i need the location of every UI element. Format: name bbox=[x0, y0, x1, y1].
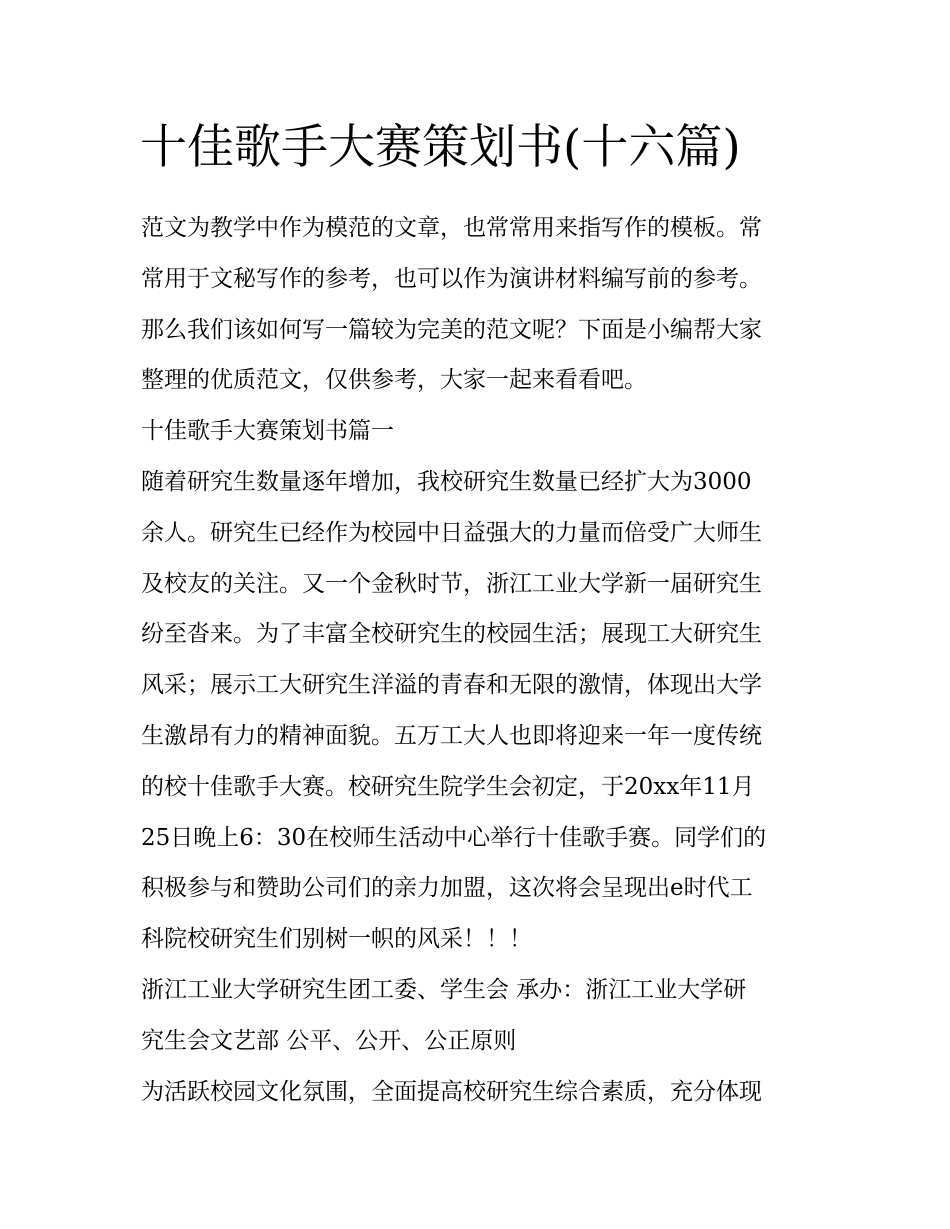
text-line: 常用于文秘写作的参考，也可以作为演讲材料编写前的参考。 bbox=[141, 265, 762, 292]
text-line: 那么我们该如何写一篇较为完美的范文呢？下面是小编帮大家 bbox=[141, 316, 762, 343]
text-line: 纷至沓来。为了丰富全校研究生的校园生活；展现工大研究生 bbox=[141, 621, 762, 648]
text-line: 浙江工业大学研究生团工委、学生会 承办：浙江工业大学研 bbox=[141, 976, 747, 1003]
purpose-paragraph bbox=[141, 1067, 813, 1118]
section-heading-text: 十佳歌手大赛策划书篇一 bbox=[141, 418, 394, 445]
document-body bbox=[141, 203, 813, 1117]
intro-paragraph bbox=[141, 203, 813, 406]
text-line: 究生会文艺部 公平、公开、公正原则 bbox=[141, 1027, 517, 1054]
text-line: 为活跃校园文化氛围，全面提高校研究生综合素质，充分体现 bbox=[141, 1078, 762, 1105]
text-line: 风采；展示工大研究生洋溢的青春和无限的激情，体现出大学 bbox=[141, 672, 762, 699]
text-line: 及校友的关注。又一个金秋时节，浙江工业大学新一届研究生 bbox=[141, 570, 762, 597]
text-line: 生激昂有力的精神面貌。五万工大人也即将迎来一年一度传统 bbox=[141, 722, 762, 749]
text-line: 范文为教学中作为模范的文章，也常常用来指写作的模板。常 bbox=[141, 215, 762, 241]
text-line: 25日晚上6：30在校师生活动中心举行十佳歌手赛。同学们的 bbox=[141, 824, 767, 851]
text-line: 整理的优质范文，仅供参考，大家一起来看看吧。 bbox=[141, 367, 647, 394]
body-paragraph bbox=[141, 457, 813, 965]
section-heading bbox=[141, 406, 813, 457]
document-title: 十佳歌手大赛策划书(十六篇) bbox=[140, 120, 741, 175]
text-line: 积极参与和赞助公司们的亲力加盟，这次将会呈现出e时代工 bbox=[141, 875, 753, 902]
text-line: 余人。研究生已经作为校园中日益强大的力量而倍受广大师生 bbox=[141, 519, 762, 546]
text-line: 的校十佳歌手大赛。校研究生院学生会初定，于20xx年11月 bbox=[141, 773, 755, 800]
text-line: 随着研究生数量逐年增加，我校研究生数量已经扩大为3000 bbox=[141, 468, 752, 495]
text-line: 科院校研究生们别树一帜的风采！！！ bbox=[141, 926, 532, 953]
organizer-paragraph bbox=[141, 965, 813, 1067]
